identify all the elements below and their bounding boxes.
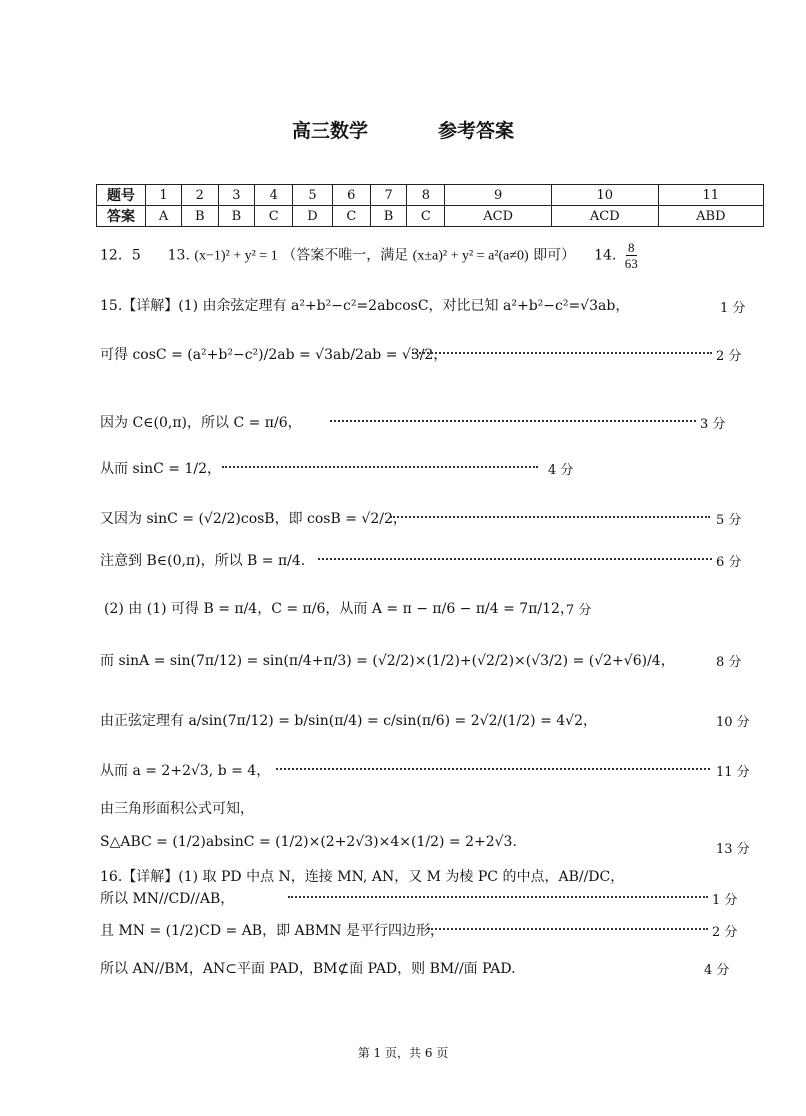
q16-line-3: 且 MN = (1/2)CD = AB，即 ABMN 是平行四边形， [100,923,444,939]
table-cell: B [182,206,219,227]
table-cell: 3 [218,185,255,206]
table-cell: C [407,206,445,227]
q16-score-3: 2 分 [712,925,738,940]
leader-dots [222,466,538,468]
q15-score-10: 11 分 [716,765,750,780]
title-answers: 参考答案 [438,120,515,142]
table-cell: B [218,206,255,227]
row-label-answer: 答案 [97,206,146,227]
q15-score-3: 3 分 [700,417,726,432]
answer-13-note-expr: (x±a)² + y² = a²(a≠0) [412,248,529,264]
q15-line-2: 可得 cosC = (a²+b²−c²)/2ab = √3ab/2ab = √3/2， [100,347,448,363]
table-cell: 5 [293,185,333,206]
answer-14-fraction [623,240,640,271]
table-cell: 11 [658,185,763,206]
title-subject: 高三数学 [291,120,368,142]
table-cell: C [332,206,370,227]
answer-13-expr: (x−1)² + y² = 1 [194,248,278,264]
row-label-number: 题号 [97,185,146,206]
answer-12: 12．5 [100,247,141,264]
answer-13-note-end: 即可） [533,247,576,264]
q16-line-1: 16.【详解】(1) 取 PD 中点 N，连接 MN, AN，又 M 为棱 PC 的中点，AB//DC， [100,869,625,885]
q16-line-2: 所以 MN//CD//AB， [100,891,235,907]
table-cell: 2 [182,185,219,206]
q15-line-11: 由三角形面积公式可知， [100,801,254,817]
table-cell: ACD [551,206,658,227]
q15-line-4: 从而 sinC = 1/2， [100,461,222,477]
q15-line-12: S△ABC = (1/2)absinC = (1/2)×(2+2√3)×4×(1/2) = 2+2√3. [100,834,517,850]
q16-line-4: 所以 AN//BM，AN⊂平面 PAD，BM⊄面 PAD，则 BM//面 PAD. [100,961,516,977]
leader-dots [330,420,696,422]
table-cell: 6 [332,185,370,206]
leader-dots [276,768,710,770]
q15-line-10: 从而 a = 2+2√3, b = 4， [100,763,271,779]
table-cell: 10 [551,185,658,206]
q15-score-9: 10 分 [716,715,750,730]
fill-in-answers [100,240,642,271]
q15-line-5: 又因为 sinC = (√2/2)cosB，即 cosB = √2/2， [100,511,407,527]
q15-score-7: 7 分 [566,603,592,618]
table-row [97,185,764,206]
q15-score-5: 5 分 [716,513,742,528]
table-row [97,206,764,227]
q15-score-12: 13 分 [716,842,750,857]
q15-score-2: 2 分 [716,349,742,364]
answer-13-note: （答案不唯一，满足 [282,247,409,264]
table-cell: 4 [255,185,293,206]
q15-score-4: 4 分 [548,463,574,478]
q15-score-8: 8 分 [716,655,742,670]
q15-line-3: 因为 C∈(0,π)，所以 C = π/6， [100,415,302,431]
q15-score-6: 6 分 [716,555,742,570]
answer-14-label: 14. [594,247,617,264]
leader-dots [412,352,712,354]
q16-score-4: 4 分 [704,963,730,978]
table-cell: A [146,206,182,227]
q15-line-9: 由正弦定理有 a/sin(7π/12) = b/sin(π/4) = c/sin(π/6) = 2√2/(1/2) = 4√2， [100,713,598,729]
q15-line-7: (2) 由 (1) 可得 B = π/4，C = π/6，从而 A = π − π/6 − π/4 = 7π/12， [104,601,574,617]
table-cell: 9 [445,185,552,206]
q15-line-1: 15.【详解】(1) 由余弦定理有 a²+b²−c²=2abcosC，对比已知 a²+b²−c²=√3ab， [100,298,630,314]
q15-score-1: 1 分 [720,301,746,316]
table-cell: B [370,206,407,227]
page-title [0,116,806,143]
q15-line-6: 注意到 B∈(0,π)，所以 B = π/4. [100,553,306,569]
table-cell: D [293,206,333,227]
leader-dots [428,928,708,930]
leader-dots [390,516,710,518]
table-cell: 7 [370,185,407,206]
leader-dots [318,558,712,560]
table-cell: ABD [658,206,763,227]
q15-line-8: 而 sinA = sin(7π/12) = sin(π/4+π/3) = (√2/2)×(1/2)+(√2/2)×(√3/2) = (√2+√6)/4， [100,653,675,669]
fraction-numerator: 8 [628,240,635,255]
q16-score-2: 1 分 [712,893,738,908]
fraction-denominator: 63 [624,256,638,271]
table-cell: 8 [407,185,445,206]
answer-13-label: 13. [167,247,190,264]
leader-dots [288,896,708,898]
table-cell: ACD [445,206,552,227]
table-cell: C [255,206,293,227]
page-number: 第 1 页，共 6 页 [357,1046,449,1060]
answer-table [96,184,764,227]
table-cell: 1 [146,185,182,206]
